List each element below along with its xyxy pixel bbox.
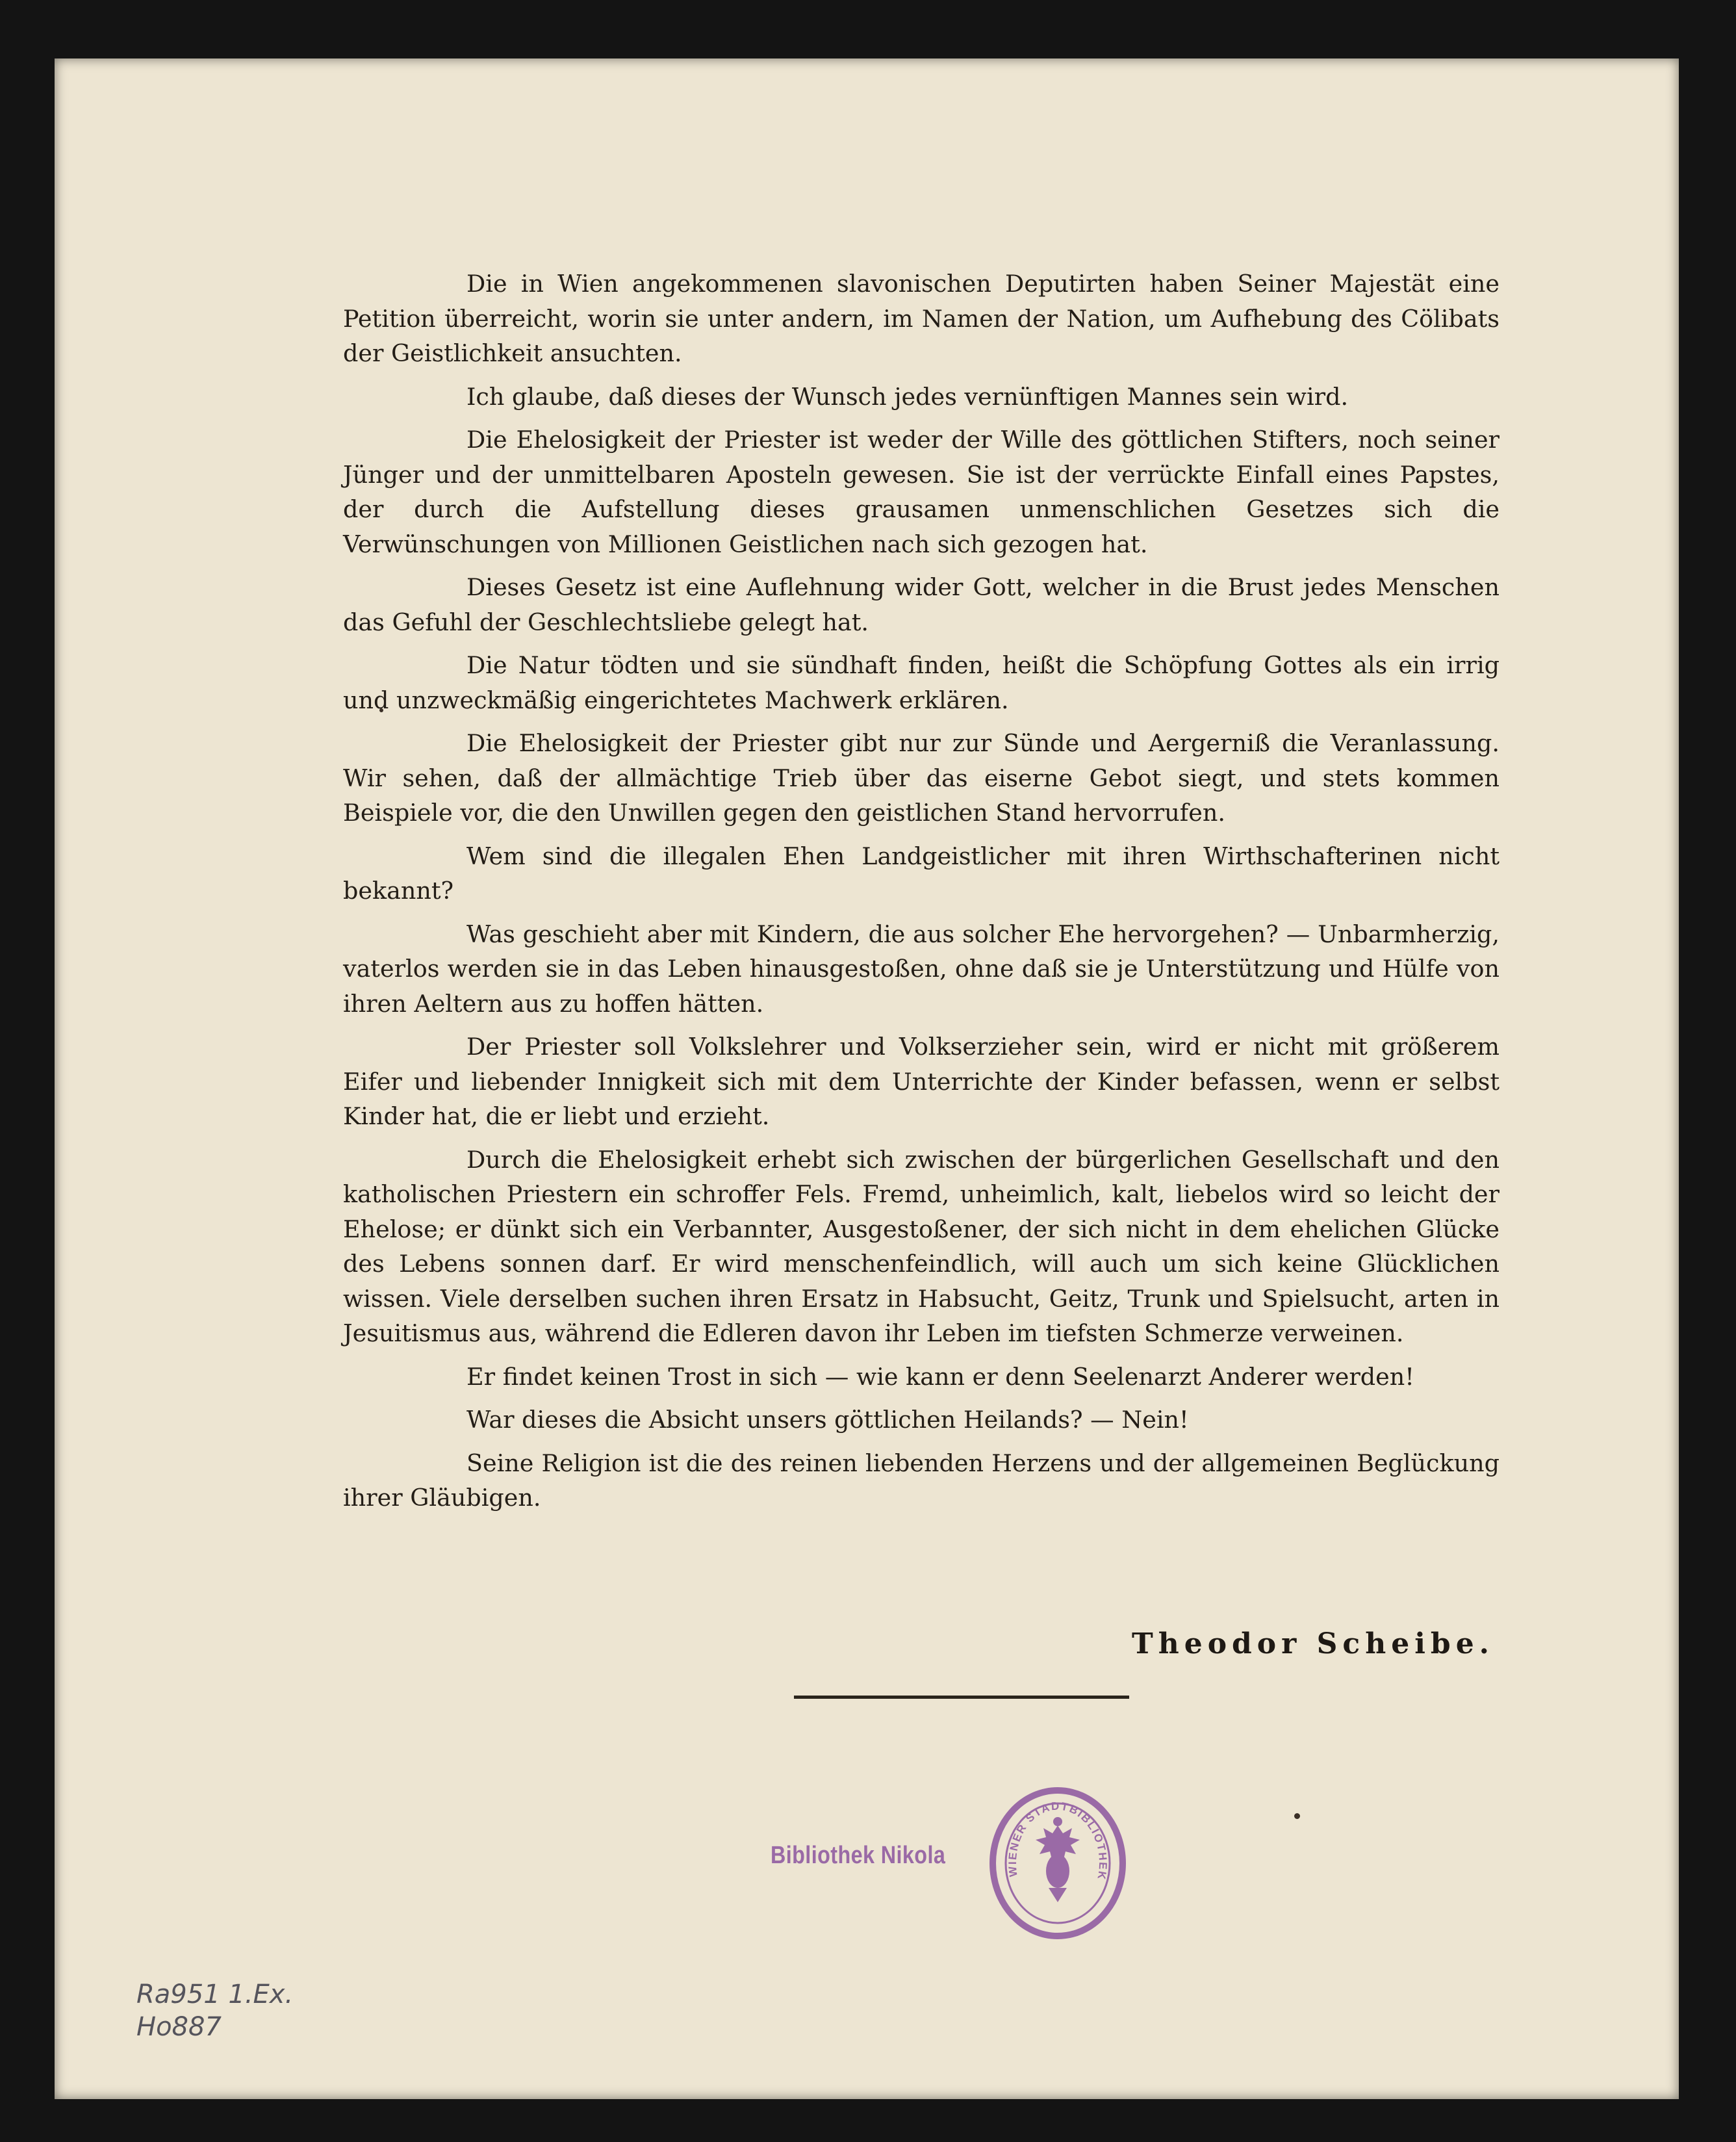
paragraph-10: Durch die Ehelosigkeit erhebt sich zwischen der bürgerlichen Gesellschaft und den katholischen Priestern ein schroffer Fels. Fremd, unheimlich, kalt, liebelos wird so leicht der Ehelose; er dünkt sich ein Verbannter, Ausgestoßener, der sich nicht in dem ehelichen Glücke des Lebens sonnen darf. Er wird menschenfeindlich, will auch um sich keine Glücklichen wissen. Viele derselben suchen ihren Ersatz in Habsucht, Geitz, Trunk und Spielsucht, arten in Jesuitismus aus, während die Edleren davon ihr Leben im tiefsten Schmerze verweinen. <box>343 1145 1500 1347</box>
closing-rule <box>794 1696 1129 1699</box>
paragraph-7: Wem sind die illegalen Ehen Landgeistlicher mit ihren Wirthschafterinen nicht bekannt? <box>343 842 1500 905</box>
paragraph-8: Was geschieht aber mit Kindern, die aus solcher Ehe hervorgehen? — Unbarmherzig, vaterlos werden sie in das Leben hinausgestoßen, ohne daß sie je Unterstützung und Hülfe von ihren Aeltern aus zu hoffen hätten. <box>343 920 1500 1018</box>
paragraph-9: Der Priester soll Volkslehrer und Volkserzieher sein, wird er nicht mit größerem Eifer und liebender Innigkeit sich mit dem Unterrichte der Kinder befassen, wenn er selbst Kinder hat, die er liebt und erzieht. <box>343 1033 1500 1130</box>
shelfmark-line-2: Ho887 <box>136 2012 222 2042</box>
library-seal-stamp <box>986 1785 1129 1941</box>
shelfmark-line-1: Ra951 1.Ex. <box>136 1980 294 2009</box>
paragraph-11: Er findet keinen Trost in sich — wie kann er denn Seelenarzt Anderer werden! <box>466 1362 1414 1391</box>
paragraph-5: Die Natur tödten und sie sündhaft finden, heißt die Schöpfung Gottes als ein irrig und unzweckmäßig eingerichtetes Machwerk erklären. <box>343 651 1500 714</box>
document-body <box>343 266 1500 1524</box>
paragraph-2: Ich glaube, daß dieses der Wunsch jedes vernünftigen Mannes sein wird. <box>466 382 1349 411</box>
paragraph-4: Dieses Gesetz ist eine Auflehnung wider Gott, welcher in die Brust jedes Menschen das Gefuhl der Geschlechtsliebe gelegt hat. <box>343 573 1500 636</box>
paragraph-13: Seine Religion ist die des reinen liebenden Herzens und der allgemeinen Beglückung ihrer Gläubigen. <box>343 1449 1500 1512</box>
paragraph-6: Die Ehelosigkeit der Priester gibt nur zur Sünde und Aergerniß die Veranlassung. Wir sehen, daß der allmächtige Trieb über das eiserne Gebot siegt, und stets kommen Beispiele vor, die den Unwillen gegen den geistlichen Stand hervorrufen. <box>343 729 1500 827</box>
handwritten-shelfmark <box>136 1978 293 2043</box>
signature: Theodor Scheibe. <box>1131 1627 1494 1660</box>
ink-spot <box>1294 1813 1300 1819</box>
paragraph-3: Die Ehelosigkeit der Priester ist weder der Wille des göttlichen Stifters, noch seiner Jünger und der unmittelbaren Aposteln gewesen. Sie ist der verrückte Einfall eines Papstes, der durch die Aufstellung dieses grausamen unmenschlichen Gesetzes sich die Verwünschungen von Millionen Geistlichen nach sich gezogen hat. <box>343 426 1500 558</box>
library-stamp-label: Bibliothek Nikola <box>771 1842 946 1869</box>
seal-text: WIENER STADTBIBLIOTHEK <box>1006 1800 1110 1882</box>
eagle-icon <box>1036 1817 1080 1902</box>
paragraph-12: War dieses die Absicht unsers göttlichen Heilands? — Nein! <box>466 1406 1189 1434</box>
paragraph-1: Die in Wien angekommenen slavonischen Deputirten haben Seiner Majestät eine Petition überreicht, worin sie unter andern, im Namen der Nation, um Aufhebung des Cölibats der Geistlichkeit ansuchten. <box>343 270 1500 367</box>
